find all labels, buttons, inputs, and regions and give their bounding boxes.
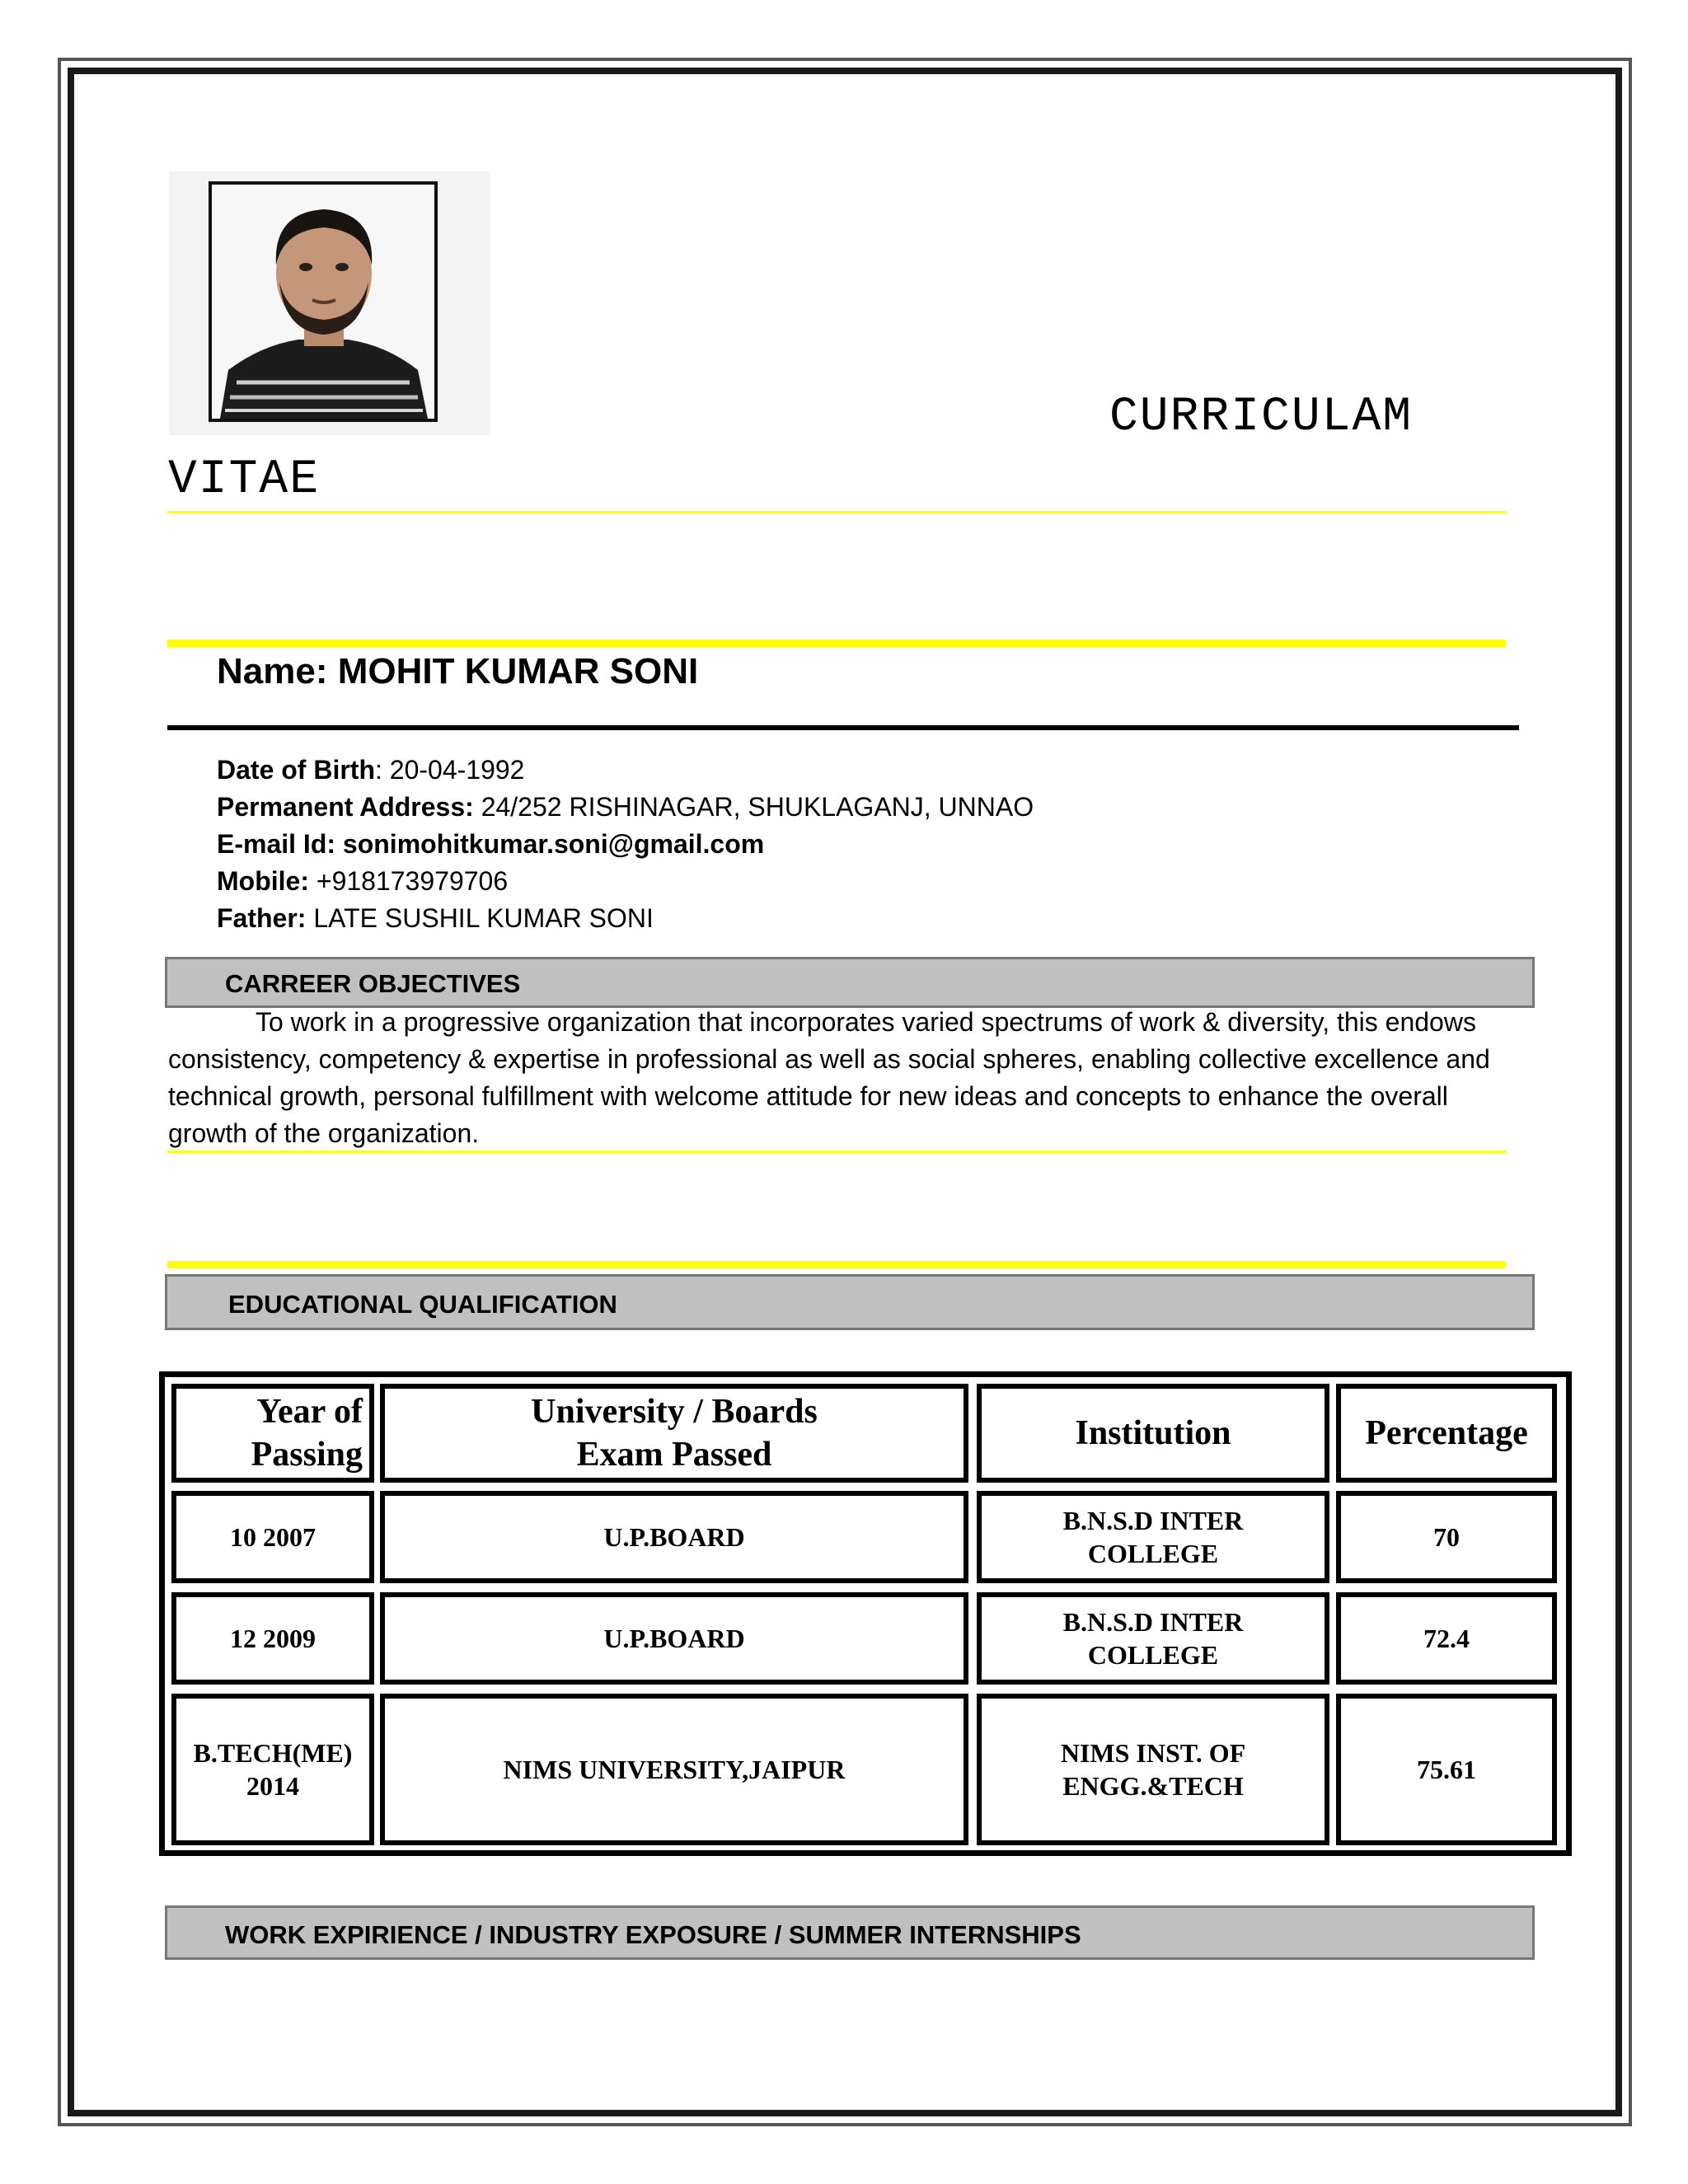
email-label: E-mail Id:	[217, 829, 336, 859]
avatar	[209, 181, 438, 422]
date-of-birth	[217, 755, 524, 785]
document-title-line1: CURRICULAM	[1109, 391, 1414, 444]
header-year-line1: Year of	[256, 1393, 363, 1431]
row3-year	[171, 1694, 374, 1845]
row2-institution	[977, 1592, 1329, 1685]
address-value: 24/252 RISHINAGAR, SHUKLAGANJ, UNNAO	[473, 792, 1034, 822]
section-title: CARREER OBJECTIVES	[225, 969, 521, 998]
row3-year-line1: B.TECH(ME)	[193, 1738, 353, 1768]
profile-photo	[169, 171, 490, 435]
section-title: WORK EXPIRIENCE / INDUSTRY EXPOSURE / SUMMER INTERNSHIPS	[225, 1920, 1081, 1949]
email-value: sonimohitkumar.soni@gmail.com	[335, 829, 765, 859]
objective-underline	[167, 1151, 1506, 1153]
row3-year-line2: 2014	[246, 1771, 299, 1801]
row3-percentage: 75.61	[1336, 1694, 1557, 1845]
row1-institution-line1: B.N.S.D INTER	[1062, 1506, 1244, 1535]
header-board-line1: University / Boards	[531, 1393, 818, 1431]
father-value: LATE SUSHIL KUMAR SONI	[306, 903, 654, 933]
section-educational-qualification	[165, 1274, 1535, 1330]
education-table	[159, 1371, 1572, 1856]
header-percentage: Percentage	[1336, 1384, 1557, 1483]
education-top-highlight	[167, 1261, 1506, 1268]
dob-value: : 20-04-1992	[375, 755, 525, 785]
father-label: Father:	[217, 903, 307, 933]
row3-board: NIMS UNIVERSITY,JAIPUR	[380, 1694, 968, 1845]
candidate-name: Name: MOHIT KUMAR SONI	[217, 651, 699, 691]
dob-label: Date of Birth	[217, 755, 375, 785]
row3-institution-line1: NIMS INST. OF	[1060, 1738, 1246, 1768]
row2-board: U.P.BOARD	[380, 1592, 968, 1685]
header-board	[380, 1384, 968, 1483]
address-label: Permanent Address:	[217, 792, 474, 822]
row3-institution	[977, 1694, 1329, 1845]
row2-institution-line2: COLLEGE	[1087, 1640, 1219, 1670]
section-career-objectives	[165, 957, 1535, 1008]
person-photo-graphic	[212, 185, 434, 419]
row1-percentage: 70	[1336, 1491, 1557, 1583]
document-title-line2: VITAE	[168, 453, 321, 507]
header-institution: Institution	[977, 1384, 1329, 1483]
name-divider	[167, 725, 1519, 730]
title-underline	[167, 511, 1506, 513]
email	[217, 829, 764, 860]
row2-percentage: 72.4	[1336, 1592, 1557, 1685]
row1-year: 10 2007	[171, 1491, 374, 1583]
section-work-experience	[165, 1905, 1535, 1960]
row3-institution-line2: ENGG.&TECH	[1062, 1771, 1244, 1801]
section-title: EDUCATIONAL QUALIFICATION	[228, 1290, 617, 1319]
mobile-label: Mobile:	[217, 866, 309, 896]
row1-board: U.P.BOARD	[380, 1491, 968, 1583]
row2-year: 12 2009	[171, 1592, 374, 1685]
row1-institution-line2: COLLEGE	[1087, 1539, 1219, 1568]
header-board-line2: Exam Passed	[576, 1436, 772, 1474]
permanent-address	[217, 792, 1034, 823]
mobile	[217, 866, 508, 897]
mobile-value: +918173979706	[308, 866, 509, 896]
header-year-line2: Passing	[251, 1436, 363, 1474]
father	[217, 903, 654, 934]
name-top-highlight	[167, 640, 1506, 647]
objective-text	[168, 1004, 1520, 1152]
row2-institution-line1: B.N.S.D INTER	[1062, 1607, 1244, 1637]
row1-institution	[977, 1491, 1329, 1583]
objective-body: To work in a progressive organization that incorporates varied spectrums of work & diversity, this endows consistency, competency & expertise in professional as well as social spheres, enabling collective excellence and technical growth, personal fulfillment with welcome attitude for new ideas and concepts to enhance the overall growth of the organization.	[168, 1007, 1490, 1148]
header-year	[171, 1384, 374, 1483]
